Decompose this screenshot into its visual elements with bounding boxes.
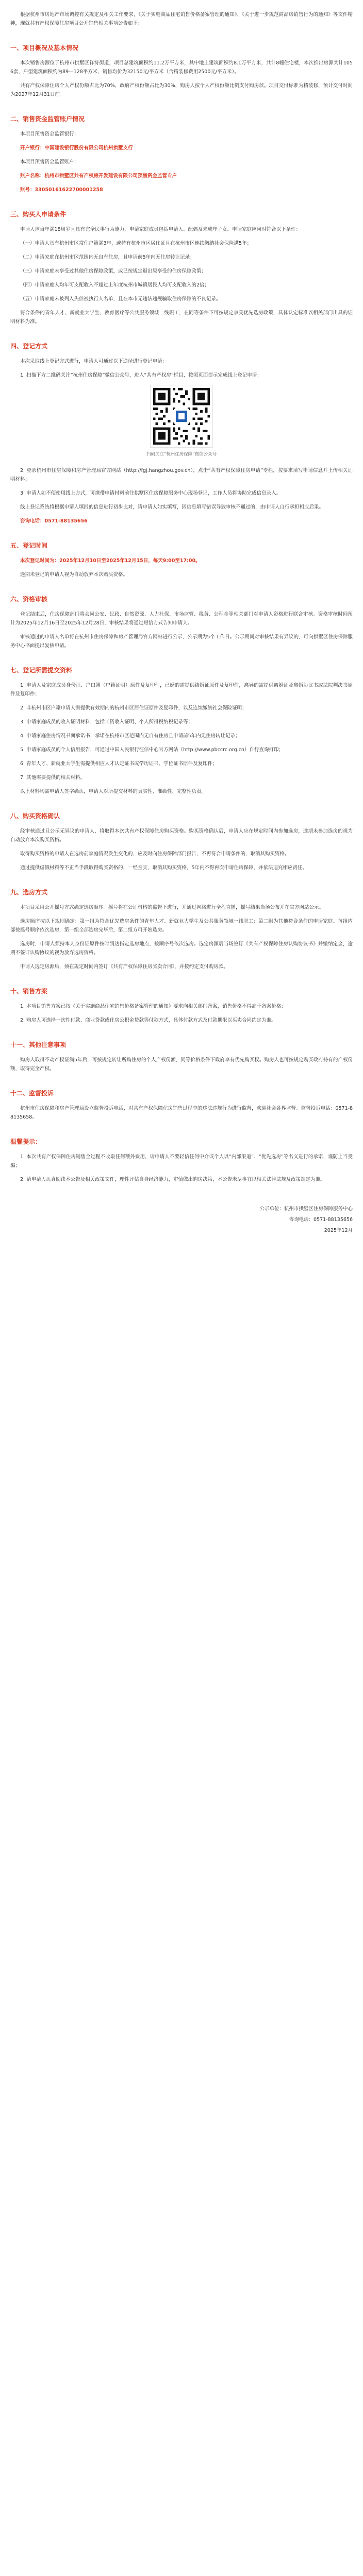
section-title: 三、购买人申请条件 <box>10 211 67 218</box>
section-title: 一、项目概况及基本情况 <box>10 44 79 52</box>
section-7 <box>10 666 353 796</box>
paragraph: 杭州市住房保障和房产管理局设立监督投诉电话，对共有产权保障住房销售过程中的违法违规行为进行监督，欢迎社会各界监督。监督投诉电话：0571-88135658。 <box>10 1106 353 1120</box>
section-3 <box>10 210 353 326</box>
section-title: 温馨提示： <box>10 1138 42 1145</box>
consult-phone[interactable]: 咨询电话：0571-88135656 <box>20 518 88 524</box>
paragraph: 申请人应当年满18周岁且具有完全民事行为能力，申请家庭成员包括申请人、配偶及未成年子女。申请家庭应同时符合以下条件： <box>20 227 301 232</box>
qr-code-icon[interactable] <box>150 385 213 448</box>
paragraph: 审核通过的申请人名单将在杭州市住房保障和房产管理局官方网站进行公示，公示期为5个工作日。公示期间对审核结果有异议的，可向拱墅区住房保障服务中心书面提出复核申请。 <box>10 634 353 649</box>
section-title: 七、登记所需提交资料 <box>10 667 73 674</box>
qr-caption: 扫码关注“杭州住房保障”微信公众号 <box>146 452 217 457</box>
paragraph: 本项目预售资金监管银行： <box>20 131 79 137</box>
paragraph: （二）申请家庭在杭州市区范围内无自有住房，且申请前5年内无住房转让记录； <box>20 255 195 260</box>
paragraph: 2. 登录杭州市住房保障和房产管理局官方网站（http://fgj.hangzhou.gov.cn），点击“共有产权保障住房申请”专栏，按要求填写申请信息并上传相关证明材料； <box>10 468 353 482</box>
section-title: 二、销售资金监管账户情况 <box>10 115 85 123</box>
paragraph: 线上登记系统将根据申请人填报的信息进行初步比对，请申请人如实填写，因信息填写错误导致审核不通过的，由申请人自行承担相应后果。 <box>20 504 324 510</box>
paragraph: 6. 青年人才、新就业大学生需提供相应人才认定证书或学历证书、学位证书原件及复印件； <box>20 761 218 767</box>
section-6 <box>10 595 353 650</box>
paragraph: 选房时，申请人须持本人身份证原件按时到达指定选房地点，按顺序号依次选房。选定房源后当场签订《共有产权保障住房认购协议书》并缴纳定金，逾期不签订认购协议的视为放弃选房资格。 <box>10 941 353 956</box>
paragraph: 7. 其他需要提供的相关材料。 <box>20 775 86 781</box>
paragraph: 2. 非杭州市区户籍申请人需提供有效期内的杭州市区居住证原件及复印件，以及连续缴纳社会保险证明； <box>20 705 247 711</box>
paragraph: 取得购买资格的申请人在选房前家庭情况发生变化的，应及时向住房保障部门报告，不再符合申请条件的，取消其购买资格。 <box>20 851 290 857</box>
paragraph: 本项目采用公开摇号方式确定选房顺序。摇号将在公证机构的监督下进行，并通过网络进行全程直播，摇号结果当场公布并在官方网站公示。 <box>20 905 324 910</box>
intro-paragraph: 根据杭州市房地产市场调控有关规定及相关工作要求，《关于实施商品住宅销售价格备案管理的通知》、《关于进一步规范商品房销售行为的通知》等文件精神，现就共有产权保障住房项目公开销售相关事项公告如下： <box>10 12 353 26</box>
paragraph: 1. 申请人及家庭成员身份证、户口簿（户籍证明）原件及复印件，已婚的需提供结婚证原件及复印件，离异的需提供离婚证及离婚协议书或法院判决书原件及复印件； <box>10 683 353 697</box>
paragraph: 购房人取得不动产权证满5年后，可按规定转让所购住房的个人产权份额，同等价格条件下政府享有优先购买权。购房人也可按规定购买政府持有的产权份额，取得完全产权。 <box>10 1057 353 1072</box>
paragraph: 登记结束后，住房保障部门将会同公安、民政、自然资源、人力社保、市场监管、税务、公积金等相关部门对申请人资格进行联合审核。资格审核时间预计为2025年12月16日至2025年12月28日，审核结果将通过短信方式告知申请人。 <box>10 612 353 626</box>
section-12 <box>10 1089 353 1122</box>
section-1 <box>10 43 353 99</box>
paragraph: 本次销售房源位于杭州市拱墅区祥符街道，项目总建筑面积约11.2万平方米，其中地上建筑面积约8.1万平方米，共计8幢住宅楼，本次推出房源共计1056套，户型建筑面积约为89—128平方米，销售均价为32150元/平方米（含精装修费用2500元/平方米）。 <box>10 60 353 75</box>
announcement-document <box>0 0 363 1235</box>
section-4 <box>10 342 353 526</box>
paragraph: 2. 请申请人认真阅读本公告及相关政策文件，理性评估自身经济能力，审慎做出购房决策，本公告未尽事宜以相关法律法规及政策规定为准。 <box>20 1177 325 1182</box>
signoff-phone[interactable]: 咨询电话：0571-88135656 <box>289 1217 353 1223</box>
paragraph: （一）申请人具有杭州市区常住户籍满3年，或持有杭州市区居住证且在杭州市区连续缴纳社会保险满5年； <box>20 241 252 246</box>
section-title: 五、登记时间 <box>10 542 48 549</box>
paragraph: 1. 扫描下方二维码关注“杭州住房保障”微信公众号，进入“共有产权房”栏目，按照页面提示完成线上登记申请； <box>20 372 262 378</box>
qr-block <box>10 385 353 457</box>
paragraph: （四）申请家庭人均年可支配收入不超过上年度杭州市城镇居民人均可支配收入的2倍； <box>20 282 210 288</box>
paragraph: 1. 本次共有产权保障住房销售全过程不收取任何额外费用，请申请人不要轻信任何中介或个人以“内部渠道”、“优先选房”等名义进行的承诺，谨防上当受骗； <box>10 1154 353 1168</box>
paragraph: 1. 本项目销售方案已按《关于实施商品住宅销售价格备案管理的通知》要求向相关部门备案，销售价格不得高于备案价格； <box>20 1004 286 1009</box>
publish-date: 2025年12月 <box>324 1228 353 1233</box>
paragraph: 本次采取线上登记方式进行，申请人可通过以下途径进行登记申请： <box>20 359 168 364</box>
paragraph: 共有产权保障住房个人产权份额占比为70%，政府产权份额占比为30%，购房人按个人产权份额比例支付购房款。项目交付标准为精装修，预计交付时间为2027年12月31日前。 <box>10 83 353 97</box>
paragraph: 5. 申请家庭成员的个人信用报告，可通过中国人民银行征信中心官方网站（http://www.pbccrc.org.cn）自行查询打印； <box>20 747 284 753</box>
paragraph: 逾期未登记的申请人视为自动放弃本次购买资格。 <box>20 572 128 578</box>
section-8 <box>10 811 353 872</box>
section-11 <box>10 1040 353 1073</box>
account-number: 账号：33050161622700001258 <box>20 187 103 193</box>
section-tips <box>10 1137 353 1184</box>
bank-name: 开户银行：中国建设银行股份有限公司杭州拱墅支行 <box>20 145 133 151</box>
section-9 <box>10 888 353 971</box>
paragraph: 3. 申请人如不便使用线上方式，可携带申请材料前往拱墅区住房保障服务中心现场登记，工作人员将协助完成信息录入。 <box>20 490 282 496</box>
paragraph: 3. 申请家庭成员的收入证明材料，包括工资收入证明、个人所得税纳税记录等； <box>20 719 193 725</box>
paragraph: 2. 购房人可选择一次性付款、商业贷款或住房公积金贷款等付款方式，具体付款方式及付款期限以买卖合同约定为准。 <box>20 1018 276 1023</box>
paragraph: 符合条件的青年人才、新就业大学生、教育医疗等公共服务领域一线职工，在同等条件下可按规定享受优先选房政策，具体认定标准以相关部门出具的证明材料为准。 <box>10 310 353 325</box>
registration-time: 本次登记时间为：2025年12月10日至2025年12月15日，每天9:00至17:00。 <box>20 558 201 564</box>
section-title: 十一、其他注意事项 <box>10 1041 67 1048</box>
signoff <box>10 1205 353 1235</box>
section-10 <box>10 987 353 1025</box>
section-title: 六、资格审核 <box>10 596 48 603</box>
section-title: 十二、监督投诉 <box>10 1090 54 1097</box>
paragraph: 申请人选定房源后，须在规定时间内签订《共有产权保障住房买卖合同》，并按约定支付购房款。 <box>20 964 228 970</box>
section-title: 四、登记方式 <box>10 343 48 350</box>
section-title: 八、购买资格确认 <box>10 812 60 820</box>
paragraph: 以上材料均需申请人签字确认，申请人对所提交材料的真实性、准确性、完整性负责。 <box>20 789 207 794</box>
paragraph: 经审核通过且公示无异议的申请人，将取得本次共有产权保障住房购买资格。购买资格确认后，申请人应在规定时间内参加选房，逾期未参加选房的视为自动放弃本次购买资格。 <box>10 828 353 843</box>
publisher: 公示单位：杭州市拱墅区住房保障服务中心 <box>259 1206 353 1212</box>
paragraph: 通过提供虚假材料等不正当手段取得购买资格的，一经查实，取消其购买资格，5年内不得再次申请住房保障，并依法追究相应责任。 <box>20 865 308 871</box>
paragraph: 4. 申请家庭住房情况书面承诺书，承诺在杭州市区范围内无自有住房且申请前5年内无住房转让记录； <box>20 733 240 739</box>
section-title: 十、销售方案 <box>10 988 48 995</box>
account-name: 账户名称：杭州市拱墅区共有产权房开发建设有限公司预售资金监管专户 <box>20 173 177 179</box>
paragraph: 本项目预售资金监管账户： <box>20 159 79 165</box>
section-title: 九、选房方式 <box>10 889 48 896</box>
paragraph: （五）申请家庭未被列入失信被执行人名单，且在本市无违法违规骗取住房保障的不良记录。 <box>20 296 221 302</box>
section-2 <box>10 114 353 194</box>
paragraph: （三）申请家庭未享受过其他住房保障政策，或已按规定退出原享受的住房保障政策； <box>20 268 207 274</box>
section-5 <box>10 541 353 579</box>
paragraph: 选房顺序按以下规则确定：第一组为符合优先选房条件的青年人才、新就业大学生及公共服务领域一线职工；第二组为其他符合条件的申请家庭。每组内部按摇号顺序依次选房，第一组全部选房完毕后，第二组方可开始选房。 <box>10 919 353 933</box>
